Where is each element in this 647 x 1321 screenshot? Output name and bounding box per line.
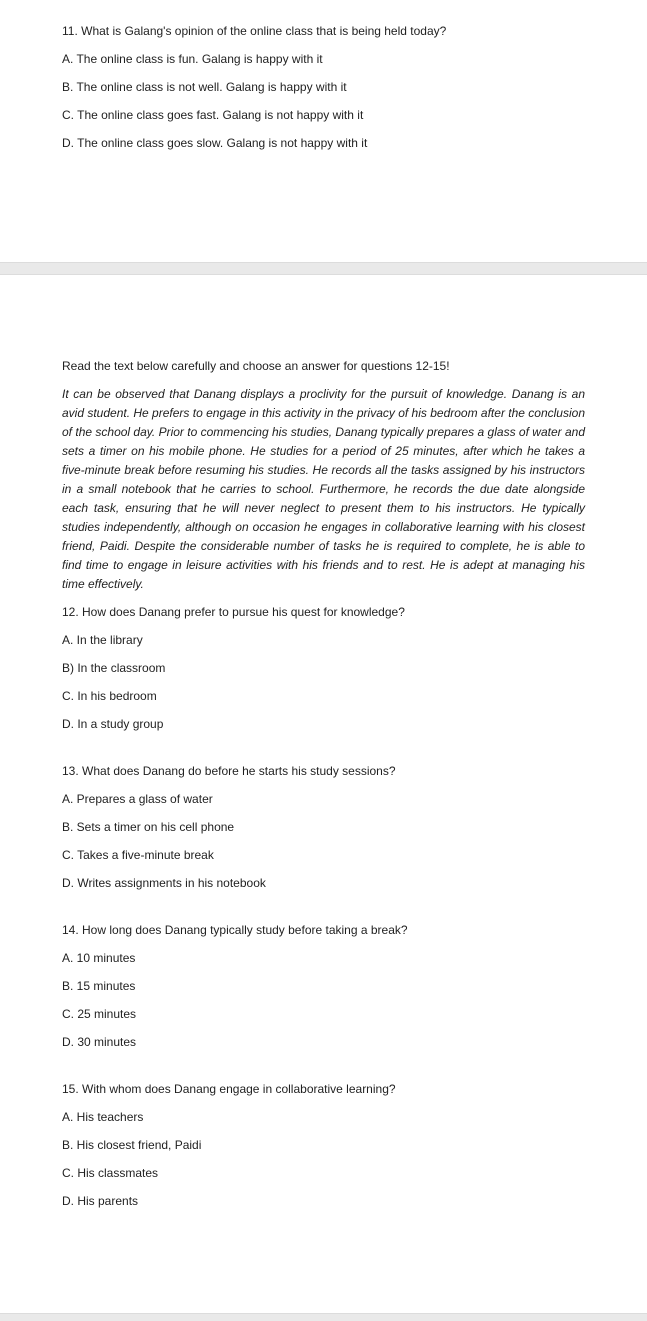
document-page-1 (0, 0, 647, 262)
question-12-option-a: A. In the library (62, 633, 143, 647)
question-12-option-d: D. In a study group (62, 717, 164, 731)
question-13-option-c: C. Takes a five-minute break (62, 848, 214, 862)
page-2-content (0, 357, 647, 1211)
question-15-option-d: D. His parents (62, 1194, 139, 1208)
question-12-option-b: B) In the classroom (62, 661, 166, 675)
page-separator (0, 262, 647, 275)
question-11-option-c: C. The online class goes fast. Galang is not happy with it (62, 108, 364, 122)
question-14-option-a: A. 10 minutes (62, 951, 136, 965)
question-12-option-c: C. In his bedroom (62, 689, 157, 703)
question-15-option-b: B. His closest friend, Paidi (62, 1138, 202, 1152)
page-separator-bottom (0, 1313, 647, 1321)
question-15-option-a: A. His teachers (62, 1110, 144, 1124)
reading-passage: It can be observed that Danang displays a proclivity for the pursuit of knowledge. Danang is an avid student. He prefers to engage in this activity in the privacy of his bedroom after the conclusion of the school day. Prior to commencing his studies, Danang typically prepares a glass of water and sets a timer on his mobile phone. He studies for a period of 25 minutes, after which he takes a five-minute break before resuming his studies. He records all the tasks assigned by his instructors in a small notebook that he carries to school. Furthermore, he records the due date alongside each task, ensuring that he will never neglect to present them to his instructors. He typically studies independently, although on occasion he engages in collaborative learning with his closest friend, Paidi. Despite the considerable number of tasks he is required to complete, he is able to find time to engage in leisure activities with his friends and to rest. He is adept at managing his time effectively. (62, 387, 585, 591)
question-13-option-d: D. Writes assignments in his notebook (62, 876, 266, 890)
question-11-option-d: D. The online class goes slow. Galang is not happy with it (62, 136, 368, 150)
page-1-content (0, 22, 647, 153)
question-11-text: 11. What is Galang's opinion of the online class that is being held today? (62, 24, 447, 38)
question-14-text: 14. How long does Danang typically study before taking a break? (62, 923, 408, 937)
question-15-text: 15. With whom does Danang engage in collaborative learning? (62, 1082, 396, 1096)
question-13-option-a: A. Prepares a glass of water (62, 792, 213, 806)
question-13-option-b: B. Sets a timer on his cell phone (62, 820, 235, 834)
question-13-text: 13. What does Danang do before he starts his study sessions? (62, 764, 396, 778)
question-14-option-b: B. 15 minutes (62, 979, 136, 993)
question-14-option-d: D. 30 minutes (62, 1035, 137, 1049)
question-12-text: 12. How does Danang prefer to pursue his quest for knowledge? (62, 605, 405, 619)
instruction-text: Read the text below carefully and choose an answer for questions 12-15! (62, 359, 450, 373)
question-14-option-c: C. 25 minutes (62, 1007, 137, 1021)
question-15-option-c: C. His classmates (62, 1166, 159, 1180)
document-page-2 (0, 275, 647, 1313)
question-11-option-a: A. The online class is fun. Galang is happy with it (62, 52, 323, 66)
question-11-option-b: B. The online class is not well. Galang is happy with it (62, 80, 347, 94)
